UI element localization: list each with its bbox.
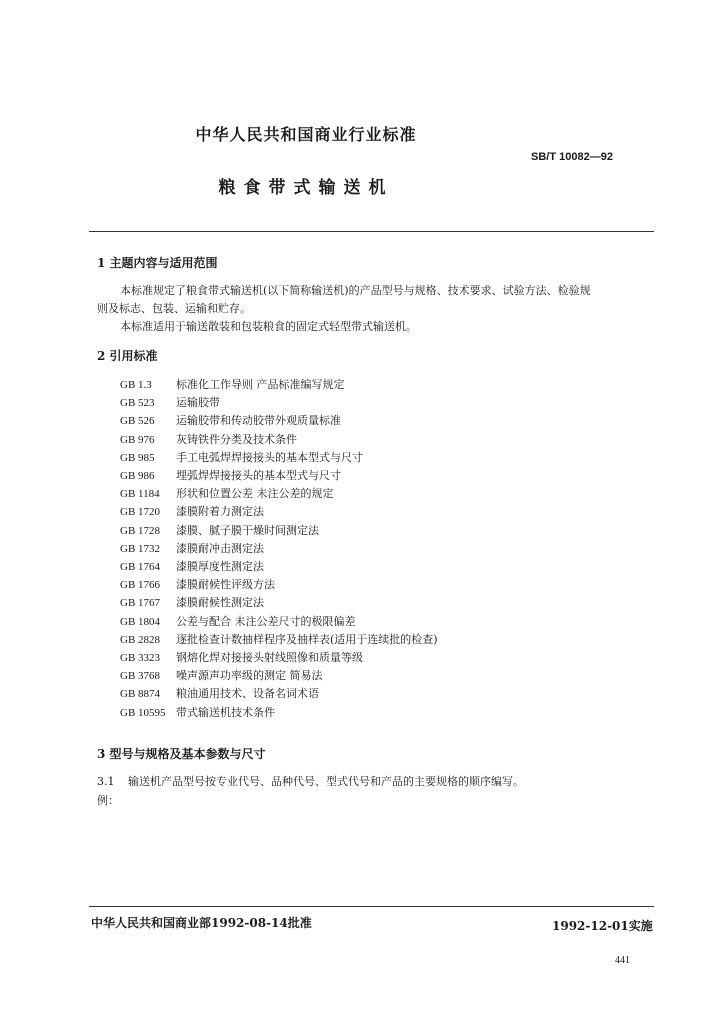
- reference-item: [120, 558, 264, 575]
- section-1-para-2: 本标准适用于输送散装和包装粮食的固定式轻型带式输送机。: [120, 320, 417, 333]
- clause-text: 输送机产品型号按专业代号、品种代号、型式代号和产品的主要规格的顺序编写。: [128, 775, 524, 788]
- reference-code: GB 523: [120, 397, 155, 410]
- reference-code: GB 1184: [120, 488, 160, 501]
- reference-title: 漆膜耐冲击测定法: [176, 541, 264, 555]
- reference-title: 漆膜、腻子膜干燥时间测定法: [176, 523, 319, 537]
- reference-code: GB 8874: [120, 688, 161, 701]
- reference-code: GB 3323: [120, 652, 161, 664]
- reference-item: [120, 376, 345, 393]
- reference-item: [120, 667, 323, 684]
- reference-item: [120, 522, 319, 539]
- section-1-heading: 1 主题内容与适用范围: [97, 256, 218, 270]
- reference-code: GB 1732: [120, 542, 161, 555]
- reference-code: GB 1720: [120, 506, 161, 519]
- section-1-para-1-line-2: 则及标志、包装、运输和贮存。: [97, 302, 251, 315]
- reference-title: 埋弧焊焊接接头的基本型式与尺寸: [176, 469, 341, 482]
- reference-title: 逐批检查计数抽样程序及抽样表(适用于连续批的检查): [176, 632, 438, 646]
- reference-title: 噪声源声功率级的测定 简易法: [176, 669, 323, 683]
- example-label: 例：: [97, 794, 119, 807]
- reference-item: [120, 467, 341, 484]
- reference-title: 漆膜厚度性测定法: [176, 560, 264, 573]
- reference-item: [120, 412, 341, 429]
- reference-item: [120, 594, 264, 611]
- reference-item: [120, 394, 220, 411]
- reference-code: GB 1764: [120, 561, 161, 573]
- section-1-para-1-line-1: 本标准规定了粮食带式输送机(以下简称输送机)的产品型号与规格、技术要求、试验方法、检验规: [120, 284, 591, 297]
- footer-effective-date: 1992-12-01实施: [552, 919, 653, 933]
- reference-title: 粮油通用技术、设备名词术语: [176, 687, 319, 701]
- reference-title: 运输胶带: [176, 396, 220, 410]
- section-2-heading: 2 引用标准: [97, 349, 158, 363]
- reference-code: GB 1728: [120, 524, 161, 537]
- reference-item: [120, 576, 275, 593]
- reference-item: [120, 449, 363, 466]
- footer-divider: [89, 906, 654, 907]
- reference-item: [120, 485, 334, 502]
- reference-item: [120, 685, 319, 702]
- reference-title: 漆膜耐候性测定法: [176, 596, 264, 610]
- reference-code: GB 1804: [120, 615, 161, 628]
- reference-title: 标准化工作导则 产品标准编写规定: [176, 378, 345, 391]
- reference-title: 形状和位置公差 未注公差的规定: [176, 487, 334, 501]
- clause-number: 3.1: [97, 775, 115, 788]
- reference-item: [120, 704, 275, 721]
- reference-code: GB 986: [120, 470, 155, 482]
- org-standard-heading: 中华人民共和国商业行业标准: [195, 125, 417, 144]
- reference-code: GB 2828: [120, 633, 161, 646]
- reference-code: GB 3768: [120, 670, 161, 683]
- reference-code: GB 976: [120, 433, 155, 446]
- reference-code: GB 985: [120, 451, 155, 464]
- reference-code: GB 10595: [120, 706, 166, 719]
- header-divider: [89, 231, 654, 232]
- reference-item: [120, 503, 264, 520]
- reference-item: [120, 431, 297, 448]
- reference-title: 公差与配合 未注公差尺寸的极限偏差: [176, 614, 356, 628]
- reference-title: 运输胶带和传动胶带外观质量标准: [176, 414, 341, 428]
- document-title: 粮食带式输送机: [218, 178, 394, 198]
- reference-title: 漆膜附着力测定法: [176, 505, 264, 519]
- reference-item: [120, 631, 438, 648]
- reference-title: 手工电弧焊焊接接头的基本型式与尺寸: [176, 450, 363, 464]
- reference-code: GB 1766: [120, 579, 161, 592]
- footer-issuer: 中华人民共和国商业部1992-08-14批准: [91, 916, 312, 930]
- clause-3-1: [97, 773, 524, 789]
- reference-code: GB 1.3: [120, 379, 152, 391]
- reference-title: 带式输送机技术条件: [176, 705, 275, 719]
- reference-item: [120, 649, 363, 666]
- reference-code: GB 526: [120, 415, 155, 428]
- reference-title: 钢熔化焊对接接头射线照像和质量等级: [176, 651, 363, 664]
- reference-title: 灰铸铁件分类及技术条件: [176, 432, 297, 446]
- reference-item: [120, 613, 356, 630]
- page-number: 441: [615, 955, 630, 966]
- reference-item: [120, 540, 264, 557]
- reference-title: 漆膜耐候性评级方法: [176, 578, 275, 592]
- standard-code: SB/T 10082—92: [531, 151, 613, 163]
- section-3-heading: 3 型号与规格及基本参数与尺寸: [97, 747, 266, 761]
- reference-code: GB 1767: [120, 597, 161, 610]
